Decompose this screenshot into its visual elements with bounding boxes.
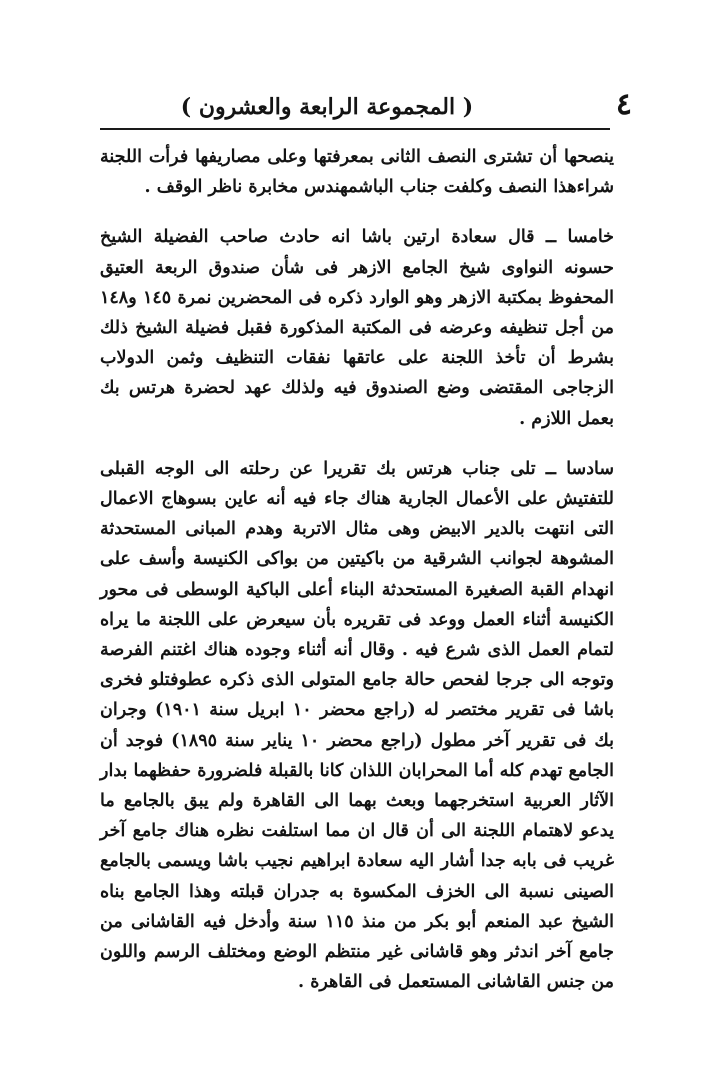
paragraph-continuation (100, 142, 614, 202)
paragraph-lead: خامسا ــ (545, 227, 614, 248)
paragraph-lead: سادسا ــ (545, 458, 614, 479)
page-header (92, 84, 652, 126)
paragraph-text: قال سعادة ارتين باشا انه حادث صاحب الفضيلة الشيخ حسونه النواوى شيخ الجامع الازهر فى شأن صندوق الربعة العتيق المحفوظ بمكتبة الازهر وهو الوارد ذكره فى المحضرين نمرة ١٤٥ و١٤٨ من أجل تنظيفه وعرضه فى المكتبة المذكورة فقبل فضيلة الشيخ ذلك بشرط أن تأخذ اللجنة على عاتقها نفقات التنظيف وثمن الدولاب الزجاجى المقتضى وضع الصندوق فيه ولذلك عهد لحضرة هرتس بك بعمل اللازم . (100, 227, 614, 429)
body-text (100, 142, 614, 997)
paragraph-text: تلى جناب هرتس بك تقريرا عن رحلته الى الوجه القبلى للتفتيش على الأعمال الجارية هناك جاء فيه أنه عاين بسوهاج الاعمال التى انتهت بالدير الابيض وهى مثال الاتربة وهدم المبانى المستحدثة المشوهة لجوانب الشرقية من باكيتين من بواكى الكنيسة وأسف على انهدام القبة الصغيرة المستحدثة البناء أعلى الباكية الوسطى فى محور الكنيسة أثناء العمل ووعد فى تقريره بأن سيعرض على اللجنة ما يراه لتمام العمل الذى شرع فيه . وقال أنه أثناء وجوده هناك اغتنم الفرصة وتوجه الى جرجا لفحص حالة جامع المتولى الذى ذكره عطوفتلو فخرى باشا فى تقرير مختصر له (راجع محضر ١٠ ابريل سنة ١٩٠١) وجران بك فى تقرير آخر مطول (راجع محضر ١٠ يناير سنة ١٨٩٥) فوجد أن الجامع تهدم كله أما المحرابان اللذان كانا بالقبلة فلضرورة حفظهما بدار الآثار العربية استخرجهما وبعث بهما الى القاهرة ولم يبق بالجامع ما يدعو لاهتمام اللجنة الى أن قال ان مما استلفت نظره هناك جامع آخر غريب فى بابه جدا أشار اليه سعادة ابراهيم نجيب باشا ويسمى بالجامع الصينى نسبة الى الخزف المكسوة به جدران قبلته وهذا الجامع بناه الشيخ عبد المنعم أبو بكر من منذ ١١٥ سنة وأدخل فيه القاشانى من جامع آخر اندثر وهو قاشانى غير منتظم الوضع ومختلف الرسم واللون من جنس القاشانى المستعمل فى القاهرة . (100, 458, 614, 993)
paragraph-item-fifth (100, 222, 614, 433)
header-rule (100, 128, 610, 130)
paragraph-text: ينصحها أن تشترى النصف الثانى بمعرفتها وعلى مصاريفها فرأت اللجنة شراءهذا النصف وكلفت جناب الباشمهندس مخابرة ناظر الوقف . (100, 147, 614, 198)
running-title: ( المجموعة الرابعة والعشرون ) (180, 94, 474, 120)
paragraph-item-sixth (100, 454, 614, 998)
page-number: ٤ (615, 87, 632, 122)
